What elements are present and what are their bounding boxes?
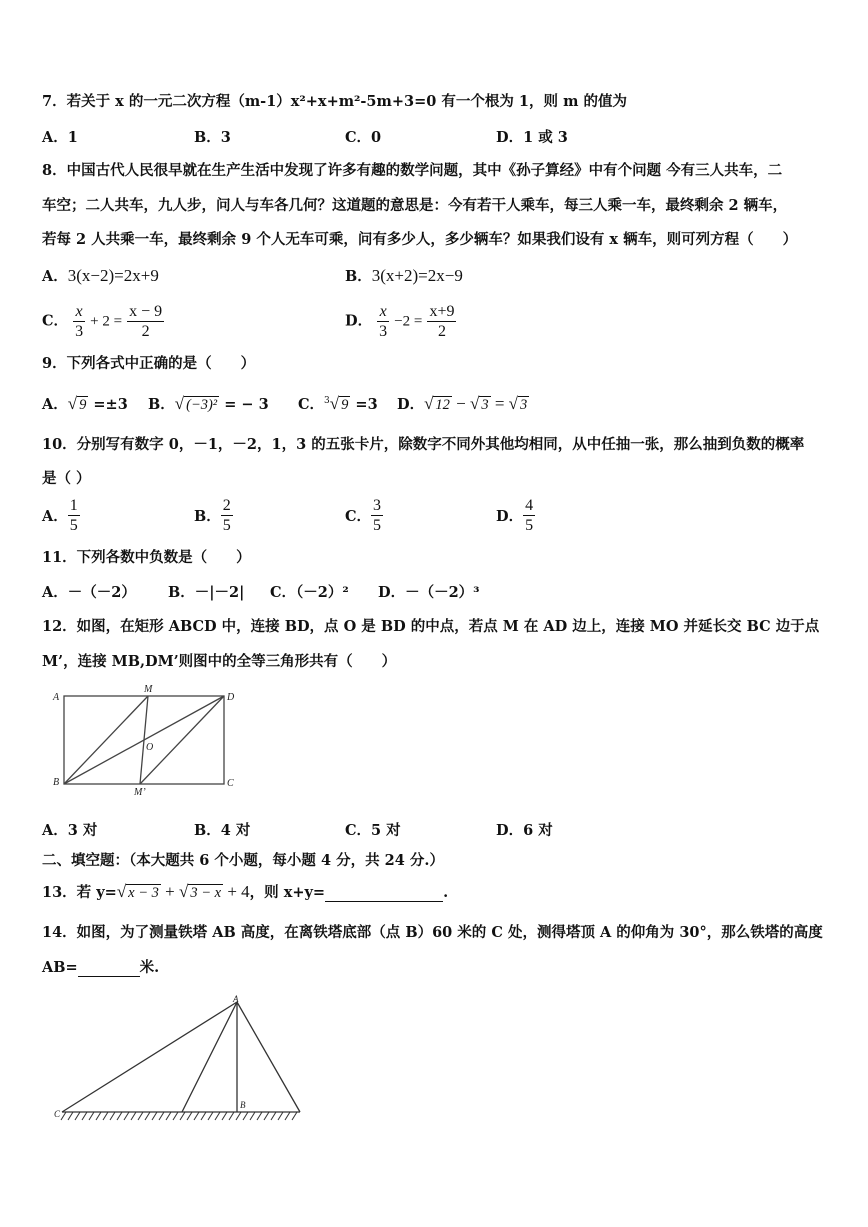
label-c: C <box>227 778 234 789</box>
hatch-stroke <box>159 1112 164 1120</box>
q14-line-2: AB= 米. <box>42 959 160 976</box>
q9-a-radicand: 9 <box>79 397 87 413</box>
hatch-stroke <box>201 1112 206 1120</box>
hatch-stroke <box>75 1112 80 1120</box>
hatch-stroke <box>61 1112 66 1120</box>
hatch-stroke <box>208 1112 213 1120</box>
q10-option-c: C． $\frac{3}{5}$ <box>345 497 382 534</box>
q8-line-1: 8．中国古代人民很早就在生产生活中发现了许多有趣的数学问题，其中《孙子算经》中有个问题 今有三人共车，二 <box>42 162 783 179</box>
q8-option-b-label: B． <box>345 268 372 285</box>
q12-line-1: 12．如图，在矩形 ABCD 中，连接 BD，点 O 是 BD 的中点，若点 M 在 AD 边上，连接 MO 并延长交 BC 边于点 <box>42 618 820 635</box>
q8-option-c <box>42 302 164 341</box>
hatch-stroke <box>145 1112 150 1120</box>
q14-answer-blank[interactable] <box>78 960 140 977</box>
q8-d-fraction-1: $\frac{x}{3}$ <box>379 303 388 340</box>
label-d: D <box>227 692 235 703</box>
rectangle-figure <box>50 682 250 800</box>
section-2-heading: 二、填空题：（本大题共 6 个小题，每小题 4 分，共 24 分.） <box>42 852 444 869</box>
q9-stem: 9．下列各式中正确的是（ ） <box>42 355 256 372</box>
hatch-stroke <box>152 1112 157 1120</box>
q8-option-a-expr: 3(x−2)=2x+9 <box>67 266 159 285</box>
q12-option-d: D．6 对 <box>496 822 553 839</box>
q9-b-radicand: (−3)² <box>186 397 218 413</box>
q8-line-3: 若每 2 人共乘一车，最终剩余 9 个人无车可乘，问有多少人，多少辆车？如果我们设有 x 辆车，则可列方程（ ） <box>42 231 798 248</box>
q7-option-b: B．3 <box>194 129 231 146</box>
q13-radicand-1: x − 3 <box>128 885 159 901</box>
hatch-stroke <box>103 1112 108 1120</box>
q10-line-2: 是（ ） <box>42 470 91 487</box>
q7-option-c: C．0 <box>345 129 382 146</box>
hatch-stroke <box>292 1112 297 1120</box>
q8-option-a-label: A． <box>42 268 68 285</box>
q8-option-d-label: D． <box>345 312 373 330</box>
hatch-stroke <box>222 1112 227 1120</box>
q11-stem: 11．下列各数中负数是（ ） <box>42 549 251 566</box>
q9-option-b: B．√ (−3)² = − 3 <box>148 394 269 413</box>
segment-mm2 <box>140 696 148 784</box>
hatch-stroke <box>257 1112 262 1120</box>
q8-option-b-expr: 3(x+2)=2x−9 <box>371 266 463 285</box>
q7-option-d: D．1 或 3 <box>496 129 568 146</box>
segment-mb <box>64 696 148 784</box>
hatch-stroke <box>173 1112 178 1120</box>
hatch-stroke <box>180 1112 185 1120</box>
q8-c-middle: + 2 = <box>90 313 123 330</box>
hatch-stroke <box>243 1112 248 1120</box>
q7-stem: 7．若关于 x 的一元二次方程（m-1）x²+x+m²-5m+3=0 有一个根为 1，则 m 的值为 <box>42 93 627 110</box>
q14-line-1: 14．如图，为了测量铁塔 AB 高度，在离铁塔底部（点 B）60 米的 C 处，测得塔顶 A 的仰角为 30°，那么铁塔的高度 <box>42 924 823 941</box>
q13-answer-blank[interactable] <box>325 885 443 902</box>
q8-d-middle: −2 = <box>394 313 423 330</box>
q8-option-c-label: C． <box>42 312 69 330</box>
q11-option-a: A．－（－2） <box>42 584 136 601</box>
tower-right-leg <box>237 1002 300 1112</box>
q8-option-d <box>345 302 456 341</box>
hatch-stroke <box>194 1112 199 1120</box>
hatch-stroke <box>82 1112 87 1120</box>
hatch-stroke <box>229 1112 234 1120</box>
q12-line-2: M’，连接 MB,DM’则图中的全等三角形共有（ ） <box>42 653 397 670</box>
hatch-stroke <box>131 1112 136 1120</box>
segment-dm2 <box>140 696 224 784</box>
hatch-stroke <box>271 1112 276 1120</box>
q9-option-d: D．√ 12 − √ 3 = √ 3 <box>397 394 528 413</box>
q8-line-2: 车空；二人共车，九人步，问人与车各几何？这道题的意思是：今有若干人乘车，每三人乘一车，最终剩余 2 辆车， <box>42 197 788 214</box>
q8-option-a <box>42 265 159 286</box>
q9-c-radicand: 9 <box>341 397 349 413</box>
segment-ac <box>62 1002 237 1112</box>
hatch-stroke <box>278 1112 283 1120</box>
hatch-stroke <box>250 1112 255 1120</box>
q12-option-a: A．3 对 <box>42 822 98 839</box>
label-m-prime: M’ <box>134 787 146 798</box>
hatch-stroke <box>236 1112 241 1120</box>
q8-c-fraction-2: $\frac{x - 9}{2}$ <box>129 303 163 340</box>
q7-option-a: A．1 <box>42 129 78 146</box>
ground-hatching <box>61 1112 297 1120</box>
hatch-stroke <box>96 1112 101 1120</box>
hatch-stroke <box>89 1112 94 1120</box>
hatch-stroke <box>124 1112 129 1120</box>
q10-option-b: B． $\frac{2}{5}$ <box>194 497 231 534</box>
q11-option-d: D．－（－2）³ <box>378 584 480 601</box>
label-m: M <box>144 684 153 695</box>
hatch-stroke <box>68 1112 73 1120</box>
q10-option-a: A． $\frac{1}{5}$ <box>42 497 78 534</box>
q8-option-b <box>345 265 463 286</box>
label-b: B <box>240 1100 246 1110</box>
q13-line: 13．若 y=√ x − 3 + √ 3 − x + 4，则 x+y= . <box>42 882 449 901</box>
hatch-stroke <box>285 1112 290 1120</box>
label-o: O <box>146 742 154 753</box>
q10-line-1: 10．分别写有数字 0，－1，－2，1，3 的五张卡片，除数字不同外其他均相同，从中任抽一张，那么抽到负数的概率 <box>42 436 805 453</box>
label-a: A <box>53 692 60 703</box>
label-c: C <box>54 1109 61 1119</box>
q11-option-c: C．（－2）² <box>270 584 349 601</box>
q10-option-d: D． $\frac{4}{5}$ <box>496 497 534 534</box>
q11-option-b: B．－|－2| <box>168 584 245 601</box>
q8-c-fraction-1: $\frac{x}{3}$ <box>75 303 84 340</box>
hatch-stroke <box>117 1112 122 1120</box>
hatch-stroke <box>264 1112 269 1120</box>
q12-option-c: C．5 对 <box>345 822 401 839</box>
hatch-stroke <box>110 1112 115 1120</box>
q13-radicand-2: 3 − x <box>190 885 222 901</box>
hatch-stroke <box>187 1112 192 1120</box>
tower-left-leg <box>182 1002 237 1112</box>
label-a: A <box>233 994 239 1004</box>
q8-d-fraction-2: $\frac{x+9}{2}$ <box>429 303 455 340</box>
q12-option-b: B．4 对 <box>194 822 251 839</box>
label-b: B <box>53 777 60 788</box>
q9-option-a: A．√ 9 =±3 <box>42 394 128 413</box>
q9-option-c: C．$^3$√ 9 =3 <box>298 394 378 413</box>
hatch-stroke <box>215 1112 220 1120</box>
hatch-stroke <box>166 1112 171 1120</box>
tower-figure <box>50 994 310 1134</box>
hatch-stroke <box>138 1112 143 1120</box>
